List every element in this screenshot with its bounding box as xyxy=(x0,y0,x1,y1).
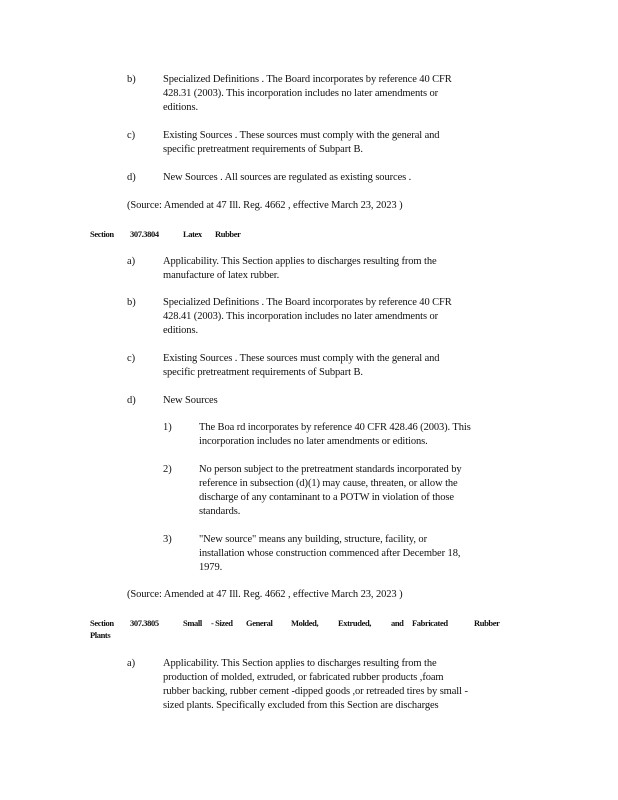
text-line: discharge of any contaminant to a POTW in violation of those xyxy=(199,492,454,503)
item-label-a: a) xyxy=(127,256,136,267)
subitem-text-2 xyxy=(199,463,462,519)
item-label-b: b) xyxy=(127,297,136,308)
section-title-word: Plants xyxy=(90,630,111,640)
text-line: standards. xyxy=(199,506,241,517)
item-label-d: d) xyxy=(127,395,136,406)
section-title-word: Small xyxy=(183,618,202,628)
text-line: sized plants. Specifically excluded from this Section are discharges xyxy=(163,700,439,711)
section-title-word: and xyxy=(391,618,404,628)
text-line: 428.41 (2003). This incorporation includes no later amendments or xyxy=(163,311,438,322)
text-line: "New source" means any building, structure, facility, or xyxy=(199,534,427,545)
text-line: Applicability. This Section applies to discharges resulting from the xyxy=(163,658,437,669)
text-line: rubber backing, rubber cement -dipped goods ,or retreaded tires by small - xyxy=(163,686,468,697)
text-line: New Sources xyxy=(163,395,218,406)
item-label-c: c) xyxy=(127,353,136,364)
section-title-word: Fabricated xyxy=(412,618,448,628)
text-line: Existing Sources . These sources must comply with the general and xyxy=(163,353,440,364)
text-line: installation whose construction commenced after December 18, xyxy=(199,548,461,559)
item-text-d xyxy=(163,394,218,408)
item-text-a xyxy=(163,255,437,283)
subitem-label-2: 2) xyxy=(163,464,172,475)
text-line: New Sources . All sources are regulated as existing sources . xyxy=(163,172,412,183)
section-title-word: - Sized xyxy=(211,618,233,628)
subitem-text-3 xyxy=(199,533,460,575)
text-line: production of molded, extruded, or fabricated rubber products ,foam xyxy=(163,672,444,683)
item-label-a: a) xyxy=(127,658,136,669)
text-line: The Boa rd incorporates by reference 40 CFR 428.46 (2003). This xyxy=(199,422,471,433)
text-line: reference in subsection (d)(1) may cause, threaten, or allow the xyxy=(199,478,458,489)
section-title-word: Molded, xyxy=(291,618,319,628)
item-text-d xyxy=(163,171,411,185)
item-text-c xyxy=(163,129,439,157)
section-title-word: General xyxy=(246,618,273,628)
item-text-b xyxy=(163,73,452,115)
text-line: 428.31 (2003). This incorporation includes no later amendments or xyxy=(163,88,438,99)
text-line: editions. xyxy=(163,102,198,113)
subitem-text-1 xyxy=(199,421,471,449)
text-line: Applicability. This Section applies to discharges resulting from the xyxy=(163,256,437,267)
section-word: Section xyxy=(90,618,114,628)
subitem-label-3: 3) xyxy=(163,534,172,545)
section-title-word: Latex xyxy=(183,229,202,239)
text-line: 1979. xyxy=(199,562,223,573)
item-label-b: b) xyxy=(127,74,136,85)
item-text-b xyxy=(163,296,452,338)
text-line: No person subject to the pretreatment standards incorporated by xyxy=(199,464,462,475)
text-line: Specialized Definitions . The Board incorporates by reference 40 CFR xyxy=(163,74,452,85)
section-number: 307.3805 xyxy=(130,618,159,628)
text-line: Existing Sources . These sources must comply with the general and xyxy=(163,130,440,141)
section-number: 307.3804 xyxy=(130,229,159,239)
text-line: incorporation includes no later amendments or editions. xyxy=(199,436,428,447)
text-line: editions. xyxy=(163,325,198,336)
item-text-a xyxy=(163,657,468,713)
source-note: (Source: Amended at 47 Ill. Reg. 4662 , effective March 23, 2023 ) xyxy=(127,589,403,600)
item-text-c xyxy=(163,352,439,380)
section-title-word: Rubber xyxy=(474,618,500,628)
section-title-word: Extruded, xyxy=(338,618,372,628)
section-word: Section xyxy=(90,229,114,239)
item-label-d: d) xyxy=(127,172,136,183)
text-line: manufacture of latex rubber. xyxy=(163,270,280,281)
text-line: specific pretreatment requirements of Subpart B. xyxy=(163,144,363,155)
subitem-label-1: 1) xyxy=(163,422,172,433)
source-note: (Source: Amended at 47 Ill. Reg. 4662 , effective March 23, 2023 ) xyxy=(127,200,403,211)
section-title-word: Rubber xyxy=(215,229,241,239)
text-line: specific pretreatment requirements of Subpart B. xyxy=(163,367,363,378)
item-label-c: c) xyxy=(127,130,136,141)
text-line: Specialized Definitions . The Board incorporates by reference 40 CFR xyxy=(163,297,452,308)
